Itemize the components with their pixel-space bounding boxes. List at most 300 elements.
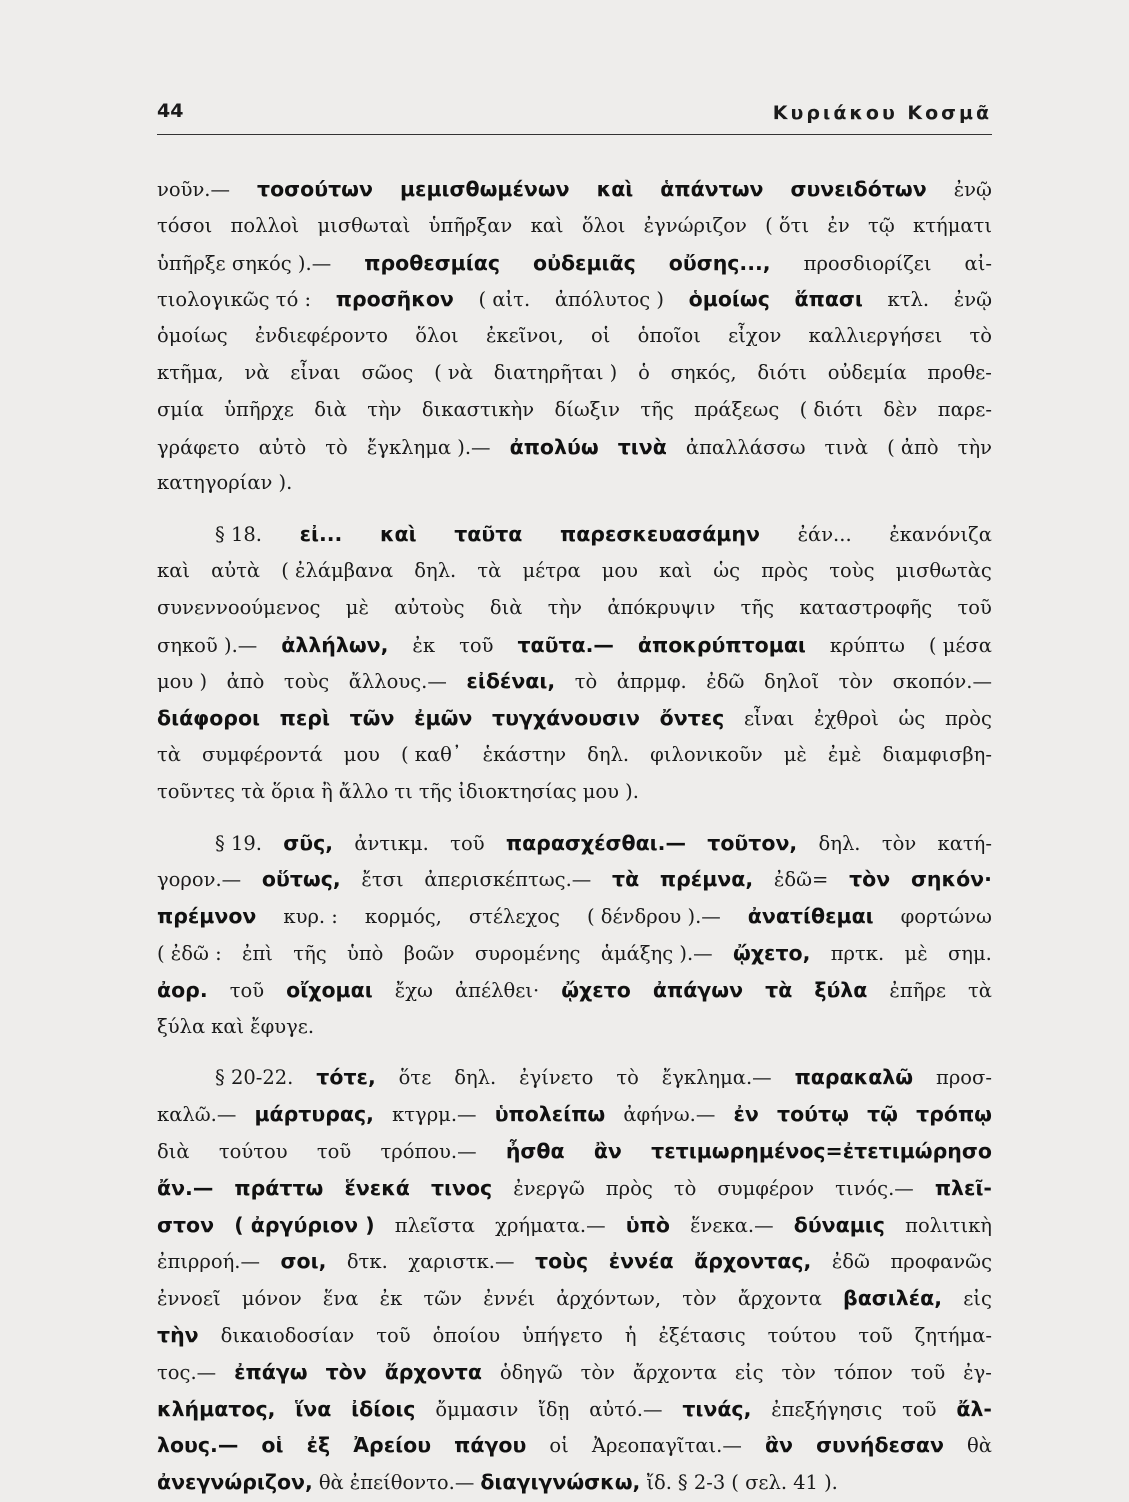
gloss-word: ὁ [638,360,650,384]
gloss-word: τὴν [367,397,402,421]
gloss-word: καὶ [530,213,564,237]
gloss-word: ἀφήνω.— [623,1103,716,1127]
text-line [157,355,992,392]
gloss-word: κτλ. [887,288,930,312]
gloss-word: καὶ [157,558,191,582]
gloss-word: αὐτὸ [258,435,307,459]
gloss-word: τὴν [547,595,583,619]
gloss-word: ὄμμασιν [435,1397,519,1421]
lemma-word: εἰδέναι, [466,669,556,694]
lemma-word: λους.— [157,1433,239,1458]
gloss-word: ἐννοεῖ [157,1287,221,1311]
lemma-word: εἰ... [299,522,343,547]
gloss-word: τινός.— [835,1176,914,1200]
gloss-word: τινὰ [824,435,868,459]
gloss-word: δηλ. [587,742,630,766]
gloss-word: προσδιορίζει [803,251,932,275]
lemma-word: ἐμῶν [414,706,473,731]
gloss-word: ὁμοίως [157,324,228,348]
gloss-word: τοῦντες [157,779,236,803]
lemma-word: τρόπῳ [916,1102,992,1127]
gloss-word: ἔτσι [361,868,404,892]
lemma-word: τυγχάνουσιν [491,706,640,731]
gloss-word: τὸν [838,670,874,694]
lemma-word: βασιλέα, [843,1286,943,1311]
lemma-word: συνειδότων [790,177,927,201]
gloss-word: ἴδ. [646,1471,672,1495]
gloss-word: τὸν [881,831,917,855]
gloss-word: αὐτό.— [589,1397,663,1421]
gloss-word: ἐκ [379,1287,403,1311]
lemma-word: πάγου [454,1433,527,1458]
lemma-word: ἀποκρύπτομαι [637,632,806,657]
lemma-word: οὔσης..., [668,250,771,275]
lemma-word: τινάς, [682,1396,752,1421]
lemma-word: μεμισθωμένων [399,177,570,201]
gloss-word: νοῦν.— [157,178,231,201]
gloss-word: τὰ [157,742,181,766]
text-line [157,392,992,429]
gloss-word: ἁμάξης ).— [600,941,713,965]
gloss-word: ἀπόλυτος ) [554,288,665,312]
gloss-word: Ἀρεοπαγῖται.— [591,1434,742,1458]
gloss-word: μου ) [157,670,208,694]
gloss-word: μὲ [783,742,807,766]
gloss-word: ὡς [898,707,926,731]
gloss-word: κτήματι [913,213,992,237]
gloss-word: ὑπήγετο [522,1323,603,1347]
gloss-word: προσ- [936,1066,992,1090]
lemma-word: ἦσθα [505,1138,565,1163]
gloss-word: τὸ [673,1176,697,1200]
gloss-word: 41 ). [793,1471,838,1495]
gloss-word: ἔχω [394,978,433,1002]
lemma-word: τὴν [157,1322,199,1347]
text-line [157,663,992,700]
lemma-word: ἐξ [306,1433,331,1458]
lemma-word: προθεσμίας [364,250,500,275]
gloss-word: μόνον [241,1287,302,1311]
gloss-word: δηλ. [414,558,457,582]
lemma-word: ἵνα [295,1396,332,1421]
gloss-word: πρτκ. [830,941,885,965]
lemma-word: συνήδεσαν [816,1433,944,1458]
gloss-word: διὰ [489,595,523,619]
gloss-word: § 20-22. [215,1066,294,1090]
lemma-word: ἐν [733,1102,759,1127]
gloss-word: ἐπιρροή.— [157,1250,260,1274]
gloss-word: ( νὰ [434,360,473,384]
gloss-word: τόπον [833,1360,893,1384]
lemma-word: ἰδίοις [351,1396,416,1421]
gloss-word: ἐμὲ [827,742,862,766]
gloss-word: τοὺς [829,558,875,582]
gloss-word: ὅλοι [415,324,459,348]
gloss-word: τὰ [968,978,992,1002]
gloss-word: τι [394,779,413,803]
gloss-word: τρόπου.— [380,1139,477,1163]
lemma-word: ὁμοίως [688,287,770,312]
gloss-word: ἐδῶ= [773,868,829,892]
gloss-word: ὅλοι [581,213,626,237]
gloss-word: βοῶν [403,941,455,965]
text-line [157,737,992,774]
gloss-word: τιολογικῶς τό : [157,288,312,312]
lemma-word: πρέμνα, [659,867,754,892]
gloss-word: ἐδῶ [706,670,745,694]
gloss-word: τῆς [740,595,775,619]
gloss-word: ἐπὶ [242,941,273,965]
gloss-word: τοὺς [283,670,330,694]
gloss-word: τῆς [418,779,453,803]
text-line [157,429,992,466]
gloss-word: μὲ [904,941,928,965]
lemma-word: ἄρχοντα [384,1359,482,1384]
gloss-word: αὐτοὺς [394,595,465,619]
gloss-word: ἐνδιεφέροντο [254,324,388,348]
lemma-word: οἴχομαι [286,977,373,1002]
text-line [157,1464,992,1501]
lemma-word: τῷ [867,1102,898,1127]
lemma-word: Ἀρείου [353,1433,432,1458]
gloss-word: ὁποῖοι [637,324,701,348]
gloss-word: φιλονικοῦν [650,742,763,766]
gloss-word: σμία [157,397,204,421]
text-line [157,898,992,935]
lemma-word: τινος [430,1175,493,1200]
text-line [157,1009,992,1046]
gloss-word: διαμφισβη- [882,742,992,766]
lemma-word: μάρτυρας, [254,1102,374,1127]
gloss-word: τῶν [423,1287,462,1311]
lemma-word: σῦς, [283,830,334,855]
gloss-word: ἐχθροὶ [814,707,879,731]
gloss-word: ἐγ- [963,1360,992,1384]
text-line [157,1280,992,1317]
gloss-word: νὰ [244,360,270,384]
lemma-word: ἂν [764,1433,794,1458]
gloss-word: πολιτικὴ [905,1213,992,1237]
gloss-word: ( ἐδῶ : [157,941,222,965]
lemma-word: τότε, [316,1065,376,1090]
text-line [157,972,992,1009]
gloss-word: δηλ. [454,1066,497,1090]
text-line [157,627,992,664]
gloss-word: θὰ [967,1434,992,1458]
gloss-word: θὰ [318,1471,344,1495]
gloss-word: ξύλα [157,1014,206,1038]
lemma-word: οὕτως, [261,867,341,892]
gloss-word: τοῦ [450,831,485,855]
gloss-word: διότι [757,360,807,384]
text-line [157,861,992,898]
gloss-word: ἐάν... [797,523,852,547]
gloss-word: οὐδεμία [827,360,907,384]
gloss-word: σημ. [948,941,992,965]
gloss-word: διὰ [157,1139,190,1163]
gloss-word: μισθωταὶ [317,213,411,237]
lemma-word: ἄλ- [956,1396,992,1421]
lemma-word: περὶ [279,706,330,731]
lemma-word: σοι, [280,1249,327,1274]
gloss-word: ἐν [827,213,850,237]
gloss-word: τῆς [293,941,327,965]
lemma-word: καὶ [379,522,417,547]
gloss-word: κατηγορίαν ). [157,471,293,495]
gloss-word: χαριστκ.— [408,1250,515,1274]
gloss-word: συμφέρον [717,1176,815,1200]
gloss-word: ἔγκλημα.— [661,1066,772,1090]
gloss-word: ἐκεῖνοι, [485,324,564,348]
gloss-word: ἕνα [322,1287,359,1311]
lemma-word: στον [157,1212,215,1237]
lemma-word: ὄντες [659,706,725,731]
lemma-word: ὑπὸ [625,1212,670,1237]
lemma-word: ἐννέα [608,1249,674,1274]
gloss-word: διὰ [314,397,347,421]
gloss-word: οἱ [591,324,611,348]
lemma-word: τινὰ [617,434,667,459]
gloss-word: δηλ. [818,831,861,855]
gloss-word: τούτου [218,1139,288,1163]
gloss-word: § 18. [215,523,262,547]
gloss-word: εἰς [734,1360,764,1384]
lemma-word: προσῆκον [335,287,454,312]
text-line [157,1133,992,1170]
gloss-word: ἄρχοντα [737,1287,822,1311]
gloss-word: δηλοῖ [763,670,820,694]
text-line [157,1096,992,1133]
paragraph-gap [157,502,992,516]
gloss-word: ἐπῆρε [889,978,946,1002]
gloss-word: ὡς [713,558,741,582]
gloss-word: ὅτε [398,1066,432,1090]
gloss-word: τὸν [682,1287,717,1311]
gloss-word: πρὸς [761,558,809,582]
gloss-word: ( διότι [799,397,863,421]
gloss-word: ἐνῷ [953,288,992,312]
commentary-text [157,171,992,1501]
gloss-word: ὅρια [271,779,316,803]
text-line [157,281,992,318]
text-line [157,1243,992,1280]
gloss-word: αἰ- [964,251,992,275]
gloss-word: ( ὅτι [765,213,810,237]
gloss-word: κρύπτω [829,633,905,657]
lemma-word: ἁπάντων [660,177,764,201]
gloss-word: ἐγνώριζον [643,213,747,237]
lemma-word: οἱ [261,1433,284,1458]
gloss-word: δτκ. [346,1250,388,1274]
text-line [157,318,992,355]
gloss-word: πράξεως [694,397,780,421]
lemma-word: ἀνατίθεμαι [747,904,874,929]
lemma-word: ἄρχοντας, [694,1249,812,1274]
gloss-word: εἰς [963,1287,992,1311]
gloss-word: ὑπῆρχε [224,397,294,421]
lemma-word: τὰ [612,867,640,892]
lemma-word: ἀνεγνώριζον, [157,1470,313,1495]
lemma-word: ἄν.— [157,1175,214,1200]
gloss-word: ἀντικμ. [354,831,429,855]
gloss-word: ἐκ [412,633,436,657]
gloss-word: διατηρῆται ) [493,360,618,384]
lemma-word: ἀπολύω [509,434,599,459]
text-line [157,1391,992,1428]
gloss-word: τοῦ [316,1139,352,1163]
text-line [157,825,992,862]
gloss-word: χρήματα.— [495,1213,606,1237]
gloss-word: καλῶ.— [157,1103,237,1127]
lemma-word: ᾤχετο [561,977,631,1002]
gloss-word: ὁποίου [432,1323,501,1347]
gloss-word: ἐπείθοντο.— [349,1471,475,1495]
gloss-word: ἐνῷ [953,178,992,201]
gloss-word: καὶ [211,1014,245,1038]
gloss-word: τὴν [957,435,992,459]
gloss-word: ( ἀπὸ [887,435,939,459]
lemma-word: παρεσκευασάμην [560,522,760,547]
gloss-word: πολλοὶ [230,213,300,237]
gloss-word: ἐννέι [483,1287,536,1311]
gloss-word: κατή- [937,831,992,855]
gloss-word: ἐγίνετο [519,1066,594,1090]
gloss-word: ἀπέλθει· [455,978,540,1002]
lemma-word: τῶν [349,706,395,731]
paragraph-gap [157,1045,992,1059]
lemma-word: ᾤχετο, [733,940,811,965]
gloss-word: τοῦ [902,1397,937,1421]
gloss-word: αὐτὰ [211,558,261,582]
gloss-word: πλεῖστα [394,1213,475,1237]
lemma-word: ἀπάγων [652,977,744,1002]
gloss-word: πρὸς [944,707,992,731]
lemma-word: ξύλα [814,977,868,1002]
gloss-word: εἶναι [290,360,341,384]
lemma-word: τούτῳ [777,1102,849,1127]
gloss-word: συμφέροντά [202,742,323,766]
lemma-word: οὐδεμιᾶς [533,250,636,275]
lemma-word: σηκόν· [910,867,992,892]
gloss-word: τόσοι [157,213,213,237]
gloss-word: μέτρα [522,558,581,582]
lemma-word: πράττω [234,1175,324,1200]
gloss-word: § 19. [215,831,262,855]
gloss-word: ( σελ. [731,1471,788,1495]
lemma-word: τὰ [765,977,793,1002]
text-line [157,245,992,282]
gloss-word: ( μέσα [928,633,992,657]
lemma-word: καὶ [596,177,634,201]
gloss-word: τος.— [157,1360,217,1384]
lemma-word: διάφοροι [157,706,261,731]
gloss-word: ἡ [624,1323,637,1347]
lemma-word: ἕνεκά [344,1175,410,1200]
running-head: Κυριάκου Κοσμᾶ [772,102,992,124]
gloss-word: ἀρχόντων, [556,1287,662,1311]
lemma-word: τετιμωρημένος=ἐτετιμώρησο [651,1138,992,1163]
gloss-word: ἄλλους.— [348,670,447,694]
gloss-word: μου [343,742,380,766]
lemma-word: πλεῖ- [934,1175,992,1200]
lemma-word: ταῦτα.— [517,632,614,657]
gloss-word: πρὸς [605,1176,653,1200]
text-line [157,465,992,502]
text-line [157,590,992,627]
gloss-word: ζητήμα- [914,1323,992,1347]
gloss-word: δικαστικὴν [421,397,535,421]
gloss-word: ἀπαλλάσσω [685,435,806,459]
text-line [157,1207,992,1244]
text-line [157,171,992,208]
lemma-word: τοσούτων [257,177,373,201]
lemma-word: παρασχέσθαι.— [505,830,686,855]
lemma-word: ταῦτα [454,522,523,547]
gloss-word: εἶχον [728,324,782,348]
gloss-word: μὲ [345,595,369,619]
gloss-word: ὑπῆρξε σηκός ).— [157,251,332,275]
gloss-word: τὸν [580,1360,615,1384]
gloss-word: τὸ [574,670,598,694]
gloss-word: καλλιεργήσει [808,324,943,348]
gloss-word: γράφετο [157,435,240,459]
gloss-word: ἐκανόνιζα [889,523,992,547]
gloss-word: ( καθ᾽ [400,742,462,766]
gloss-word: σῶος [361,360,414,384]
text-line [157,516,992,553]
gloss-word: ἔφυγε. [250,1014,315,1038]
gloss-word: ἕνεκα.— [690,1213,774,1237]
gloss-word: τοῦ [376,1323,411,1347]
gloss-word: τοῦ [858,1323,893,1347]
gloss-word: κυρ. : [283,905,338,929]
gloss-word: ἄλλο [338,779,389,803]
lemma-word: ἀορ. [157,977,208,1002]
gloss-word: τούτου [767,1323,837,1347]
gloss-word: ἢ [321,779,333,803]
lemma-word: τὸν [325,1359,367,1384]
text-line [157,935,992,972]
lemma-word: τὸν [849,867,891,892]
gloss-word: τοῦ [229,978,265,1002]
lemma-word: παρακαλῶ [794,1065,914,1090]
text-line [157,553,992,590]
gloss-word: μου ). [582,779,639,803]
gloss-word: ἐδῶ [831,1250,870,1274]
gloss-word: ἀπόκρυψιν [607,595,716,619]
gloss-word: τοῦ [957,595,992,619]
gloss-word: τῆς [640,397,674,421]
gloss-word: ἐνεργῶ [513,1176,585,1200]
gloss-word: φορτώνω [900,905,992,929]
gloss-word: τῷ [868,213,895,237]
gloss-word: ἀπερισκέπτως.— [424,868,592,892]
lemma-word: δύναμις [793,1212,885,1237]
gloss-word: ἑκάστην [482,742,567,766]
gloss-word: ὑπὸ [347,941,384,965]
gloss-word: γορον.— [157,868,242,892]
text-line [157,1317,992,1354]
lemma-word: διαγιγνώσκω, [480,1470,641,1495]
gloss-word: καὶ [659,558,693,582]
gloss-word: συρομένης [474,941,581,965]
gloss-word: ἴδῃ [538,1397,570,1421]
gloss-word: κτῆμα, [157,360,224,384]
gloss-word: κτγρμ.— [392,1103,477,1127]
gloss-word: τὸ [616,1066,639,1090]
gloss-word: ( αἰτ. [478,288,531,312]
gloss-word: τοῦ [910,1360,946,1384]
